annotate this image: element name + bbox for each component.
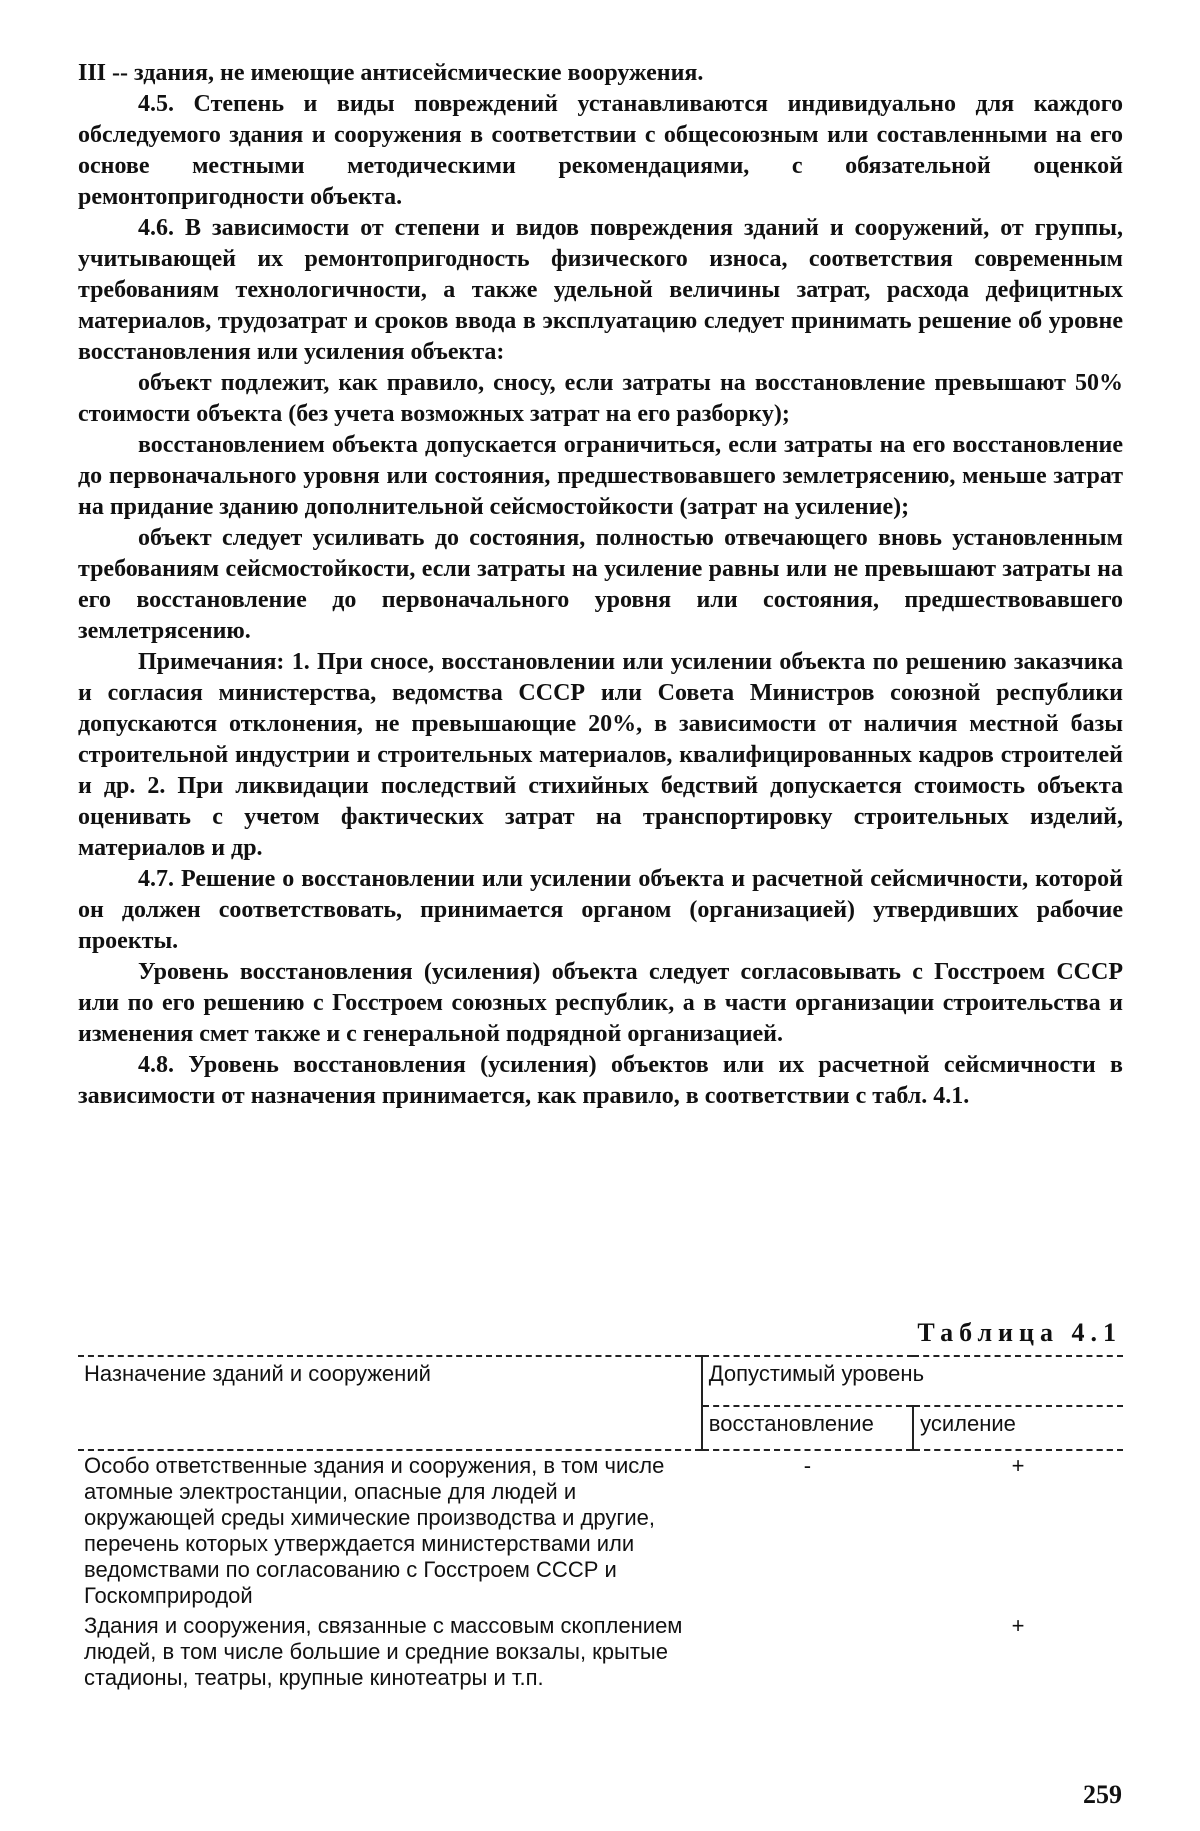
paragraph: 4.7. Решение о восстановлении или усилении объекта и расчетной сейсмичности, которой он должен соответствовать, принимается органом (организацией) утвердивших рабочие проекты.: [78, 866, 1123, 954]
paragraph: 4.5. Степень и виды повреждений устанавливаются индивидуально для каждого обследуемого здания и сооружения в соответствии с общесоюзным или составленными на его основе местными методическими рекомендациями, с обязательной оценкой ремонтопригодности объекта.: [78, 91, 1123, 210]
row-strengthen-mark: +: [1011, 1453, 1025, 1478]
table-row: [78, 1450, 1123, 1611]
paragraph: объект подлежит, как правило, сносу, если затраты на восстановление превышают 50% стоимости объекта (без учета возможных затрат на его разборку);: [78, 370, 1123, 427]
data-table: [78, 1355, 1123, 1693]
column-header-strengthen: усиление: [913, 1406, 1123, 1450]
row-restore-mark: [702, 1611, 913, 1693]
table-row: [78, 1611, 1123, 1693]
column-header-name: Назначение зданий и сооружений: [78, 1356, 702, 1450]
paragraph: 4.8. Уровень восстановления (усиления) объектов или их расчетной сейсмичности в зависимости от назначения принимается, как правило, в соответствии с табл. 4.1.: [78, 1052, 1123, 1109]
column-header-group: Допустимый уровень: [702, 1356, 1123, 1406]
paragraph: 4.6. В зависимости от степени и видов повреждения зданий и сооружений, от группы, учитывающей их ремонтопригодность физического износа, соответствия современным требованиям технологичности, а также удельной величины затрат, расхода дефицитных материалов, трудозатрат и сроков ввода в эксплуатацию следует принимать решение об уровне восстановления или усиления объекта:: [78, 215, 1123, 365]
row-name: Здания и сооружения, связанные с массовым скоплением людей, в том числе большие и средние вокзалы, крытые стадионы, театры, крупные кинотеатры и т.п.: [84, 1613, 683, 1690]
paragraph: Уровень восстановления (усиления) объекта следует согласовывать с Госстроем СССР или по его решению с Госстроем союзных республик, а в части организации строительства и изменения смет также и с генеральной подрядной организацией.: [78, 959, 1123, 1047]
paragraph: объект следует усиливать до состояния, полностью отвечающего вновь установленным требованиям сейсмостойкости, если затраты на усиление равны или не превышают затраты на его восстановление до первоначального уровня или состояния, предшествовавшего землетрясению.: [78, 525, 1123, 644]
row-strengthen-mark: +: [1011, 1613, 1025, 1638]
row-restore-mark: -: [803, 1453, 812, 1478]
row-name: Особо ответственные здания и сооружения, в том числе атомные электростанции, опасные для людей и окружающей среды химические производства и другие, перечень которых утверждается министерствами или ведомствами по согласованию с Госстроем СССР и Госкомприродой: [84, 1453, 665, 1608]
paragraph: восстановлением объекта допускается ограничиться, если затраты на его восстановление до первоначального уровня или состояния, предшествовавшего землетрясению, меньше затрат на придание зданию дополнительной сейсмостойкости (затрат на усиление);: [78, 432, 1123, 520]
paragraph: Примечания: 1. При сносе, восстановлении или усилении объекта по решению заказчика и согласия министерства, ведомства СССР или Совета Министров союзной республики допускаются отклонения, не превышающие 20%, в зависимости от наличия местной базы строительной индустрии и строительных материалов, квалифицированных кадров строителей и др. 2. При ликвидации последствий стихийных бедствий допускается стоимость объекта оценивать с учетом фактических затрат на транспортировку строительных изделий, материалов и др.: [78, 649, 1123, 861]
table-container: [78, 1355, 1123, 1693]
paragraph: III -- здания, не имеющие антисейсмические вооружения.: [78, 60, 704, 86]
page-number: 259: [1083, 1780, 1122, 1809]
column-header-restore: восстановление: [702, 1406, 913, 1450]
table-caption: Таблица 4.1: [917, 1318, 1122, 1347]
body-text: [78, 58, 1123, 1112]
